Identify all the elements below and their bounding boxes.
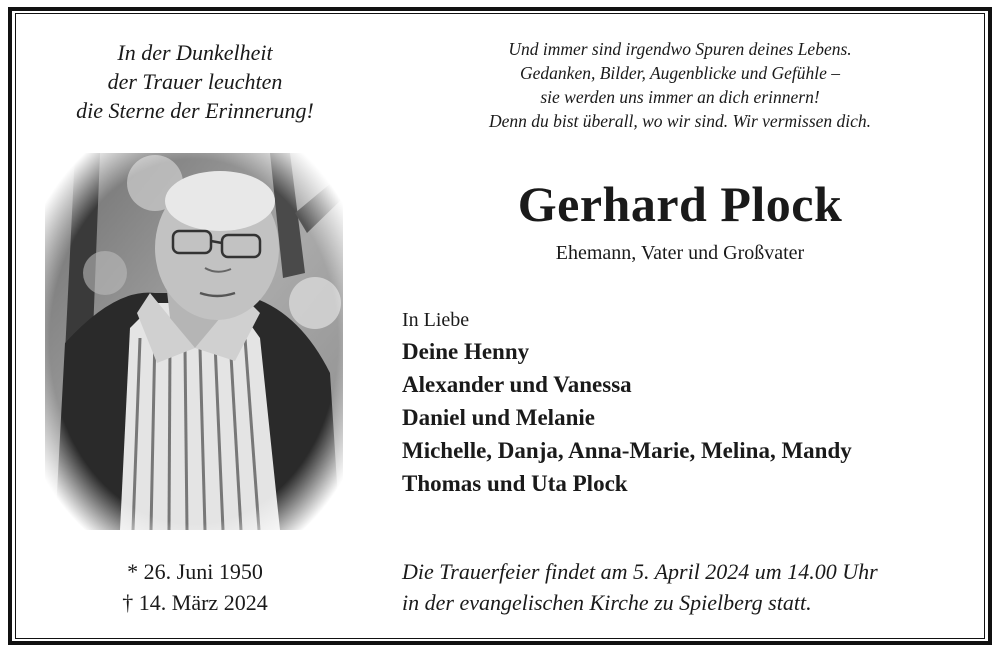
death-date: † 14. März 2024 bbox=[122, 590, 268, 615]
mourner-name: Deine Henny bbox=[402, 339, 530, 364]
ceremony-line: in der evangelischen Kirche zu Spielberg statt. bbox=[402, 590, 812, 615]
right-quote-line: Gedanken, Bilder, Augenblicke und Gefühle – bbox=[520, 63, 840, 83]
mourners-intro: In Liebe bbox=[402, 309, 470, 331]
right-quote-line: Denn du bist überall, wo wir sind. Wir vermissen dich. bbox=[488, 111, 872, 131]
mourners-block bbox=[402, 305, 852, 500]
ceremony-notice bbox=[402, 556, 878, 618]
life-dates bbox=[20, 556, 370, 618]
birth-date: * 26. Juni 1950 bbox=[127, 559, 263, 584]
deceased-role: Ehemann, Vater und Großvater bbox=[555, 242, 805, 264]
ceremony-line: Die Trauerfeier findet am 5. April 2024 um 14.00 Uhr bbox=[402, 559, 878, 584]
right-quote-line: Und immer sind irgendwo Spuren deines Lebens. bbox=[508, 39, 852, 59]
right-quote-line: sie werden uns immer an dich erinnern! bbox=[540, 87, 820, 107]
left-quote-line: In der Dunkelheit bbox=[117, 40, 273, 65]
right-quote bbox=[420, 37, 940, 133]
left-quote-line: die Sterne der Erinnerung! bbox=[76, 98, 314, 123]
mourner-name: Michelle, Danja, Anna-Marie, Melina, Mandy bbox=[402, 438, 852, 463]
portrait-photo bbox=[45, 153, 343, 530]
mourner-name: Daniel und Melanie bbox=[402, 405, 595, 430]
mourner-name: Alexander und Vanessa bbox=[402, 372, 632, 397]
deceased-name: Gerhard Plock bbox=[517, 176, 843, 232]
left-quote-line: der Trauer leuchten bbox=[107, 69, 283, 94]
mourner-name: Thomas und Uta Plock bbox=[402, 471, 628, 496]
left-quote bbox=[20, 38, 370, 125]
